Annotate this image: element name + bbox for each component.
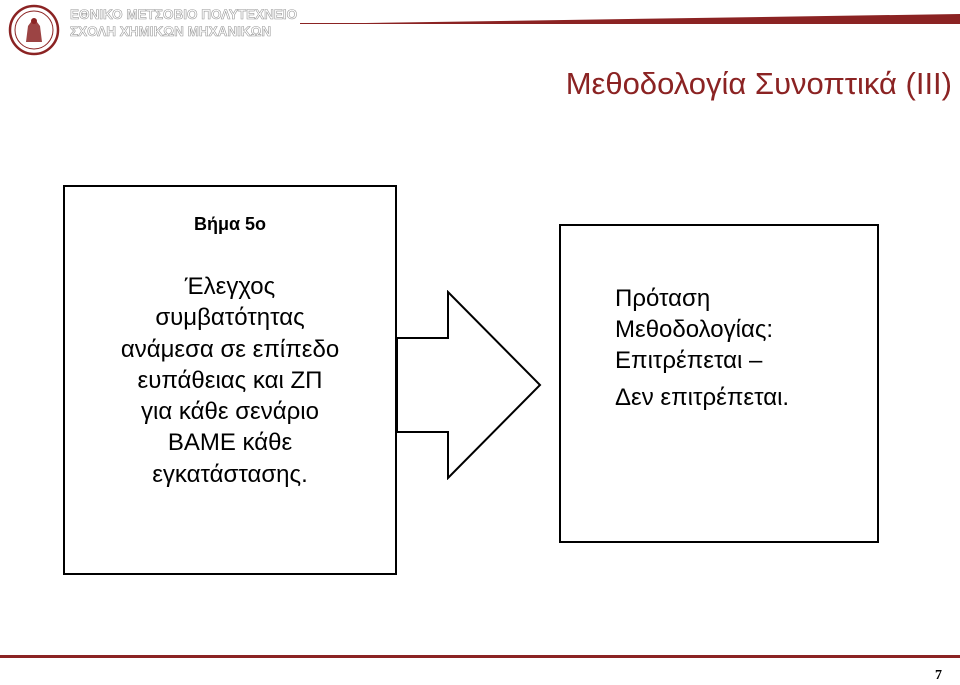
result-text: [615, 283, 789, 413]
institution-line2: ΣΧΟΛΗ ΧΗΜΙΚΩΝ ΜΗΧΑΝΙΚΩΝ: [70, 24, 272, 39]
result-line: Επιτρέπεται –: [615, 347, 763, 374]
header-decorative-bar: [300, 10, 960, 24]
university-seal-logo: [8, 4, 60, 56]
right-arrow-icon: [396, 290, 542, 480]
result-line: Πρόταση: [615, 285, 711, 312]
step-line: ευπάθειας και ΖΠ: [137, 366, 323, 394]
step-box: [63, 185, 397, 575]
slide-title: Μεθοδολογία Συνοπτικά (ΙΙΙ): [565, 66, 952, 101]
step-line: συμβατότητας: [155, 304, 305, 332]
step-line: για κάθε σενάριο: [141, 398, 319, 426]
footer-divider: [0, 655, 960, 658]
result-line: Δεν επιτρέπεται.: [615, 384, 790, 411]
step-line: εγκατάστασης.: [152, 460, 308, 488]
step-description: [65, 271, 395, 490]
step-line: Έλεγχος: [184, 273, 276, 300]
institution-line1: ΕΘΝΙΚΟ ΜΕΤΣΟΒΙΟ ΠΟΛΥΤΕΧΝΕΙΟ: [70, 7, 298, 22]
step-line: ΒΑΜΕ κάθε: [167, 429, 293, 457]
step-line: ανάμεσα σε επίπεδο: [120, 335, 340, 363]
step-label: Βήμα 5ο: [193, 214, 267, 234]
institution-header: [70, 6, 297, 40]
result-box: [559, 224, 879, 543]
result-line: Μεθοδολογίας:: [615, 316, 774, 343]
page-number: 7: [935, 668, 942, 683]
